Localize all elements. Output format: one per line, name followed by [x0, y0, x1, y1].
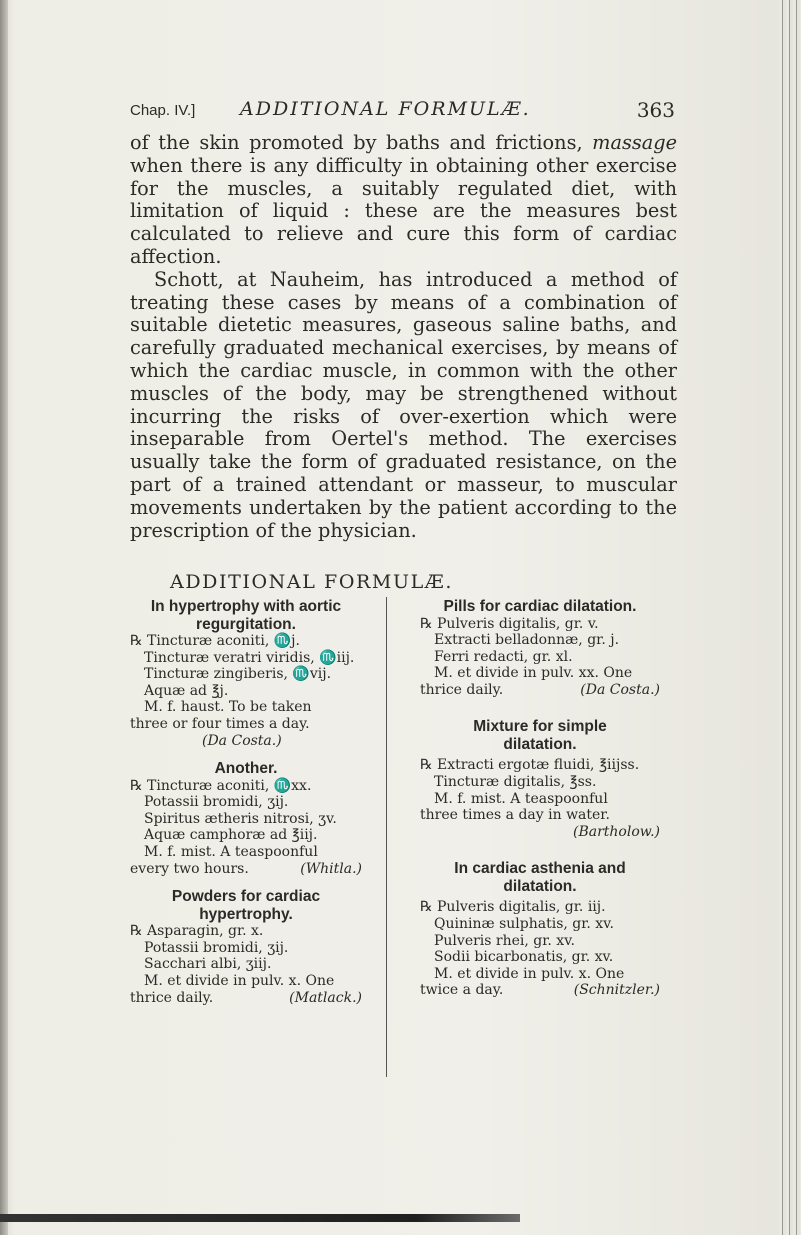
rx-line: three times a day in water.: [420, 807, 610, 824]
rx-line: Extracti belladonnæ, gr. j.: [434, 632, 620, 649]
attribution: (Da Costa.): [202, 732, 282, 749]
rx-line: M. f. mist. A teaspoonful: [434, 790, 608, 807]
rx-line: M. et divide in pulv. x. One: [434, 965, 625, 982]
italic-word: massage: [592, 131, 677, 154]
rx-line: thrice daily. (Da Costa.): [420, 681, 660, 698]
rx-line: M. f. haust. To be taken: [144, 699, 312, 716]
attribution: (Bartholow.): [572, 823, 660, 840]
scan-edge-shadow: [0, 1214, 520, 1222]
formula-title: dilatation.: [503, 735, 577, 753]
rx-line: Aquæ camphoræ ad ℥iij.: [144, 827, 318, 844]
rx-line: Tincturæ zingiberis, ♏vij.: [144, 666, 332, 683]
left-column: [130, 598, 362, 1006]
rx-line: Sodii bicarbonatis, gr. xv.: [434, 949, 614, 966]
rx-line: Sacchari albi, ʒiij.: [144, 956, 272, 973]
rx-line: ℞ Pulveris digitalis, gr. iij.: [420, 899, 606, 916]
rx-line: Potassii bromidi, ʒij.: [144, 794, 289, 811]
intro-text: [130, 132, 677, 542]
page-header: [130, 98, 675, 128]
page-edge: [779, 0, 801, 1235]
formula-title: Another.: [214, 760, 278, 778]
formula-title: Pills for cardiac dilatation.: [443, 598, 637, 615]
rx-line: Aquæ ad ℥j.: [144, 682, 229, 699]
formula-title: hypertrophy.: [199, 905, 293, 923]
formula-title: In cardiac asthenia and: [454, 860, 626, 878]
rx-line: Spiritus ætheris nitrosi, ʒv.: [144, 810, 337, 827]
formula-mixture: [420, 718, 660, 840]
rx-line: Potassii bromidi, ʒij.: [144, 939, 289, 956]
rx-line: every two hours. (Whitla.): [130, 860, 362, 877]
formula-title: In hypertrophy with aortic: [150, 598, 342, 615]
running-title: ADDITIONAL FORMULÆ.: [240, 98, 531, 120]
formula-aortic: [130, 598, 362, 749]
attribution: (Da Costa.): [580, 681, 660, 698]
rx-line: Quininæ sulphatis, gr. xv.: [434, 916, 614, 933]
rx-line: ℞ Asparagin, gr. x.: [130, 923, 264, 940]
formula-title: Mixture for simple: [473, 718, 607, 736]
page-number: 363: [636, 98, 675, 122]
chapter-label: Chap. IV.]: [130, 102, 196, 119]
rx-line: ℞ Tincturæ aconiti, ♏j.: [130, 633, 300, 649]
rx-line: Tincturæ digitalis, ℥ss.: [434, 774, 597, 791]
attribution: (Matlack.): [289, 989, 362, 1006]
intro-paragraph-1: of the skin promoted by baths and frictions, massage when there is any difficulty in obtaining other exercise for the muscles, a suitably regulated diet, with limitation of liquid : these are the measures best calculated to relieve and cure this form of cardiac affection.: [130, 131, 677, 268]
rx-line: ℞ Tincturæ aconiti, ♏xx.: [130, 777, 312, 794]
rx-line: three or four times a day.: [130, 715, 310, 732]
rx-line: M. et divide in pulv. x. One: [144, 973, 335, 989]
formula-asthenia: [420, 860, 660, 999]
formula-title: Powders for cardiac: [171, 888, 321, 906]
formula-powders: [130, 888, 362, 1006]
rx-line: thrice daily. (Matlack.): [130, 989, 362, 1006]
attribution: (Whitla.): [300, 860, 362, 877]
rx-line: Ferri redacti, gr. xl.: [434, 648, 573, 665]
rx-line: M. f. mist. A teaspoonful: [144, 844, 318, 861]
column-divider: [386, 597, 387, 1077]
rx-line: Pulveris rhei, gr. xv.: [434, 932, 575, 949]
formula-title: dilatation.: [503, 877, 577, 895]
right-column: [420, 598, 660, 999]
rx-line: ℞ Pulveris digitalis, gr. v.: [420, 615, 599, 632]
formula-pills: [420, 598, 660, 698]
rx-line: M. et divide in pulv. xx. One: [434, 665, 633, 682]
section-title: ADDITIONAL FORMULÆ.: [170, 571, 454, 593]
attribution: (Schnitzler.): [573, 982, 660, 999]
rx-line: Tincturæ veratri viridis, ♏iij.: [144, 649, 355, 666]
rx-line: ℞ Extracti ergotæ fluidi, ℥iijss.: [420, 757, 640, 774]
intro-paragraph-2: Schott, at Nauheim, has introduced a method of treating these cases by means of a combination of suitable dietetic measures, gaseous saline baths, and carefully graduated mechanical exercises, by means of which the cardiac muscle, in common with the other muscles of the body, may be strengthened without incurring the risks of over-exertion which were inseparable from Oertel's method. The exercises usually take the form of graduated resistance, on the part of a trained attendant or masseur, to muscular movements undertaken by the patient according to the prescription of the physician.: [130, 267, 677, 542]
rx-line: twice a day. (Schnitzler.): [420, 982, 660, 999]
formula-title: regurgitation.: [196, 615, 296, 633]
page-spine-shadow: [0, 0, 8, 1235]
formula-another: [130, 760, 362, 877]
